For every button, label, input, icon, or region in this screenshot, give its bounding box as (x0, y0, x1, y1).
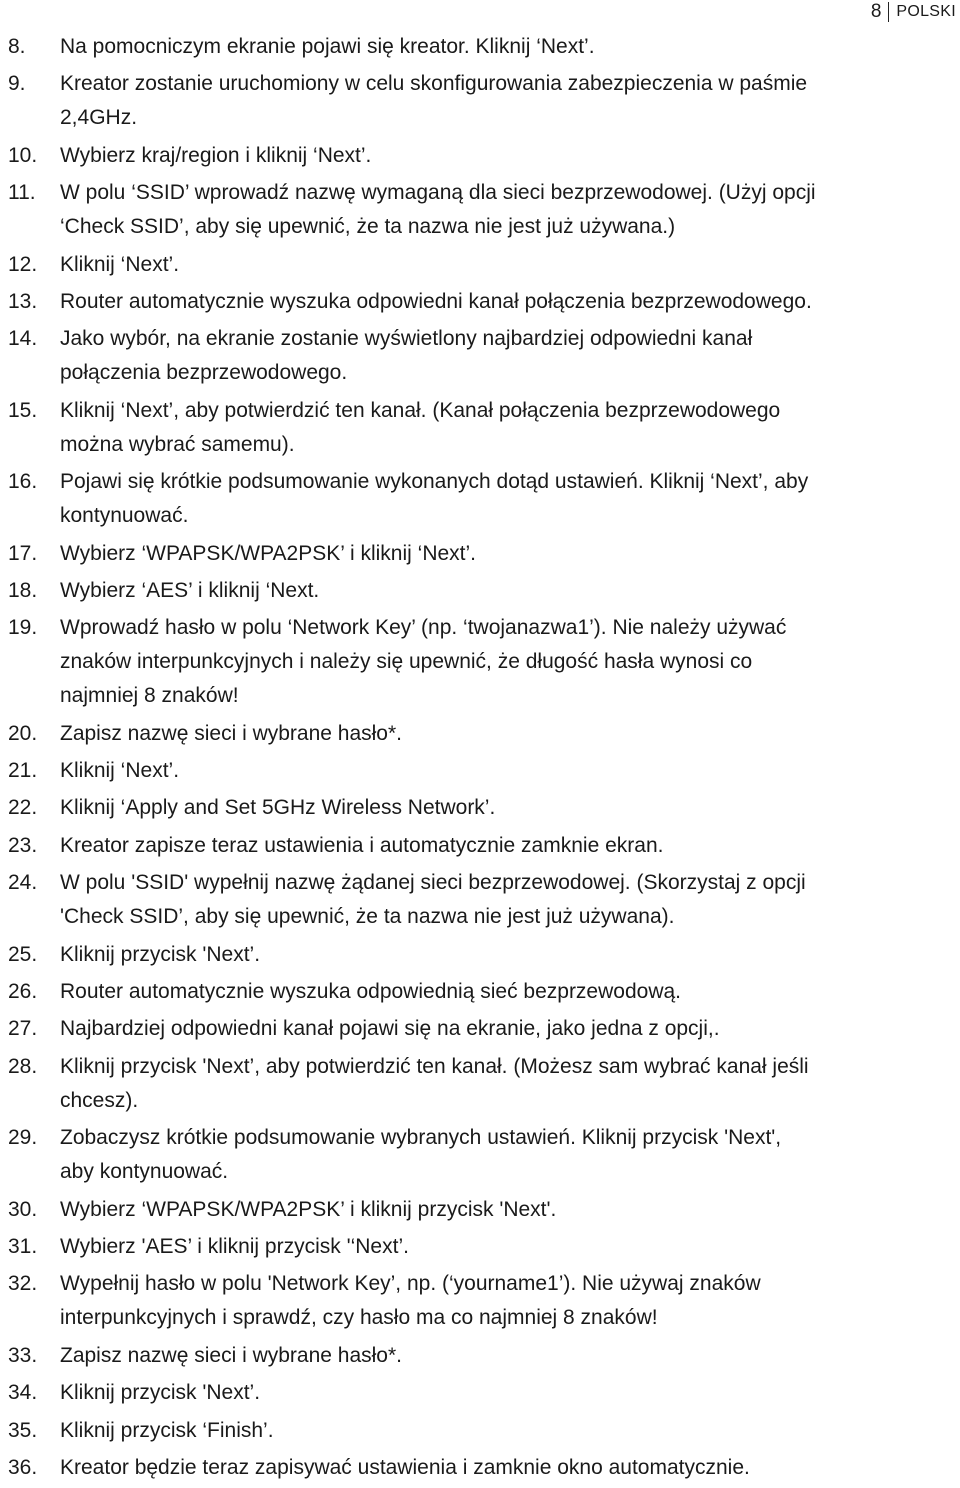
step-number: 32. (8, 1272, 38, 1296)
instruction-step (8, 829, 950, 863)
step-text-line: Jako wybór, na ekranie zostanie wyświetlony najbardziej odpowiedni kanał (60, 327, 753, 351)
step-number: 12. (8, 252, 38, 276)
step-number: 15. (8, 398, 38, 422)
instruction-step (8, 67, 950, 135)
instruction-step (8, 1339, 950, 1373)
instruction-step (8, 754, 950, 788)
step-text-line: Pojawi się krótkie podsumowanie wykonanych dotąd ustawień. Kliknij ‘Next’, aby (60, 470, 809, 494)
step-text-line: Wybierz kraj/region i kliknij ‘Next’. (60, 143, 372, 167)
instruction-step (8, 537, 950, 571)
step-number: 13. (8, 289, 38, 313)
instruction-step (8, 574, 950, 608)
step-text-line: Wybierz ‘AES’ i kliknij ‘Next. (60, 578, 320, 602)
step-text-line: Zapisz nazwę sieci i wybrane hasło*. (60, 1343, 402, 1367)
step-number: 25. (8, 942, 38, 966)
step-text-line: Kliknij przycisk ‘Finish’. (60, 1418, 274, 1442)
instruction-step (8, 1012, 950, 1046)
step-number: 35. (8, 1418, 38, 1442)
step-text (60, 537, 950, 571)
instruction-step (8, 248, 950, 282)
step-number: 27. (8, 1017, 38, 1041)
step-text (60, 1339, 950, 1373)
step-text (60, 30, 950, 64)
step-number: 19. (8, 616, 38, 640)
step-text-line: Kreator zapisze teraz ustawienia i automatycznie zamknie ekran. (60, 833, 664, 857)
instruction-step (8, 285, 950, 319)
instruction-step (8, 611, 950, 713)
page-header (871, 1, 956, 23)
instruction-step (8, 1451, 950, 1485)
step-text-line: Kreator zostanie uruchomiony w celu skonfigurowania zabezpieczenia w paśmie (60, 72, 808, 96)
step-number: 21. (8, 759, 38, 783)
step-text-line: Zobaczysz krótkie podsumowanie wybranych ustawień. Kliknij przycisk 'Next', (60, 1126, 782, 1150)
step-text-line: Kliknij ‘Next’. (60, 252, 180, 276)
step-text-line: chcesz). (60, 1088, 139, 1112)
step-text-line: kontynuować. (60, 504, 189, 528)
step-text-line: Kliknij przycisk 'Next’. (60, 1381, 261, 1405)
step-number: 17. (8, 541, 38, 565)
step-number: 23. (8, 833, 38, 857)
step-text (60, 574, 950, 608)
step-text-line: Wprowadź hasło w polu ‘Network Key’ (np. ‘twojanazwa1’). Nie należy używać (60, 616, 787, 640)
step-number: 8. (8, 35, 26, 58)
step-text-line: Kliknij przycisk 'Next’, aby potwierdzić ten kanał. (Możesz sam wybrać kanał jeśli (60, 1054, 809, 1078)
step-number: 9. (8, 72, 26, 96)
page-number: 8 (871, 2, 890, 22)
step-text (60, 1050, 950, 1118)
step-text-line: Kreator będzie teraz zapisywać ustawienia i zamknie okno automatycznie. (60, 1455, 750, 1479)
step-text (60, 754, 950, 788)
step-number: 20. (8, 721, 38, 745)
step-text-line: aby kontynuować. (60, 1160, 229, 1184)
step-text (60, 1414, 950, 1448)
step-text (60, 829, 950, 863)
step-text (60, 866, 950, 934)
step-text (60, 1012, 950, 1046)
step-text-line: interpunkcyjnych i sprawdź, czy hasło ma co najmniej 8 znaków! (60, 1306, 658, 1330)
step-number: 26. (8, 980, 38, 1004)
step-text-line: Zapisz nazwę sieci i wybrane hasło*. (60, 721, 402, 745)
step-text-line: Wypełnij hasło w polu 'Network Key’, np. (‘yourname1’). Nie używaj znaków (60, 1272, 761, 1296)
step-number: 29. (8, 1126, 38, 1150)
instruction-list (8, 30, 950, 1488)
instruction-step (8, 176, 950, 244)
step-text (60, 1230, 950, 1264)
step-text-line: Wybierz ‘WPAPSK/WPA2PSK’ i kliknij ‘Next’. (60, 541, 477, 565)
step-text-line: ‘Check SSID’, aby się upewnić, że ta nazwa nie jest już używana.) (60, 215, 676, 239)
step-text (60, 248, 950, 282)
section-label: POLSKI (896, 3, 956, 20)
step-text (60, 1267, 950, 1335)
instruction-step (8, 1050, 950, 1118)
step-text (60, 394, 950, 462)
step-text-line: można wybrać samemu). (60, 432, 295, 456)
step-text-line: 2,4GHz. (60, 106, 138, 130)
instruction-step (8, 717, 950, 751)
instruction-step (8, 30, 950, 64)
step-number: 36. (8, 1455, 38, 1479)
step-text-line: 'Check SSID’, aby się upewnić, że ta nazwa nie jest już używana). (60, 905, 675, 929)
instruction-step (8, 938, 950, 972)
step-text-line: Kliknij ‘Apply and Set 5GHz Wireless Network’. (60, 796, 496, 820)
step-text (60, 611, 950, 713)
instruction-step (8, 394, 950, 462)
step-number: 34. (8, 1381, 38, 1405)
step-text-line: Kliknij ‘Next’. (60, 759, 180, 783)
step-text (60, 139, 950, 173)
step-text-line: Wybierz ‘WPAPSK/WPA2PSK’ i kliknij przycisk 'Next'. (60, 1197, 557, 1221)
step-text-line: Kliknij ‘Next’, aby potwierdzić ten kanał. (Kanał połączenia bezprzewodowego (60, 398, 781, 422)
instruction-step (8, 322, 950, 390)
step-text-line: najmniej 8 znaków! (60, 684, 239, 708)
step-text (60, 1376, 950, 1410)
instruction-step (8, 866, 950, 934)
step-text-line: W polu ‘SSID’ wprowadź nazwę wymaganą dla sieci bezprzewodowej. (Użyj opcji (60, 181, 816, 205)
step-number: 18. (8, 578, 38, 602)
instruction-step (8, 975, 950, 1009)
step-number: 24. (8, 871, 38, 895)
step-text-line: Router automatycznie wyszuka odpowiednią sieć bezprzewodową. (60, 980, 681, 1004)
step-text (60, 465, 950, 533)
instruction-step (8, 1121, 950, 1189)
step-text (60, 322, 950, 390)
step-text-line: Kliknij przycisk 'Next’. (60, 942, 261, 966)
instruction-step (8, 465, 950, 533)
step-text (60, 176, 950, 244)
step-text (60, 285, 950, 319)
step-text-line: Najbardziej odpowiedni kanał pojawi się na ekranie, jako jedna z opcji,. (60, 1017, 720, 1041)
step-text (60, 975, 950, 1009)
instruction-step (8, 1414, 950, 1448)
step-number: 11. (8, 181, 36, 205)
step-text-line: Wybierz 'AES’ i kliknij przycisk '‘Next’. (60, 1234, 409, 1258)
step-text (60, 938, 950, 972)
step-number: 33. (8, 1343, 38, 1367)
step-text (60, 717, 950, 751)
step-number: 30. (8, 1197, 38, 1221)
step-text (60, 1451, 950, 1485)
step-text-line: połączenia bezprzewodowego. (60, 361, 348, 385)
instruction-step (8, 1267, 950, 1335)
instruction-step (8, 1193, 950, 1227)
step-number: 31. (8, 1234, 38, 1258)
step-text (60, 67, 950, 135)
instruction-step (8, 791, 950, 825)
step-text-line: W polu 'SSID' wypełnij nazwę żądanej sieci bezprzewodowej. (Skorzystaj z opcji (60, 871, 806, 895)
instruction-step (8, 139, 950, 173)
step-number: 28. (8, 1054, 38, 1078)
step-text-line: Router automatycznie wyszuka odpowiedni kanał połączenia bezprzewodowego. (60, 289, 812, 313)
step-number: 22. (8, 796, 38, 820)
instruction-step (8, 1376, 950, 1410)
step-text (60, 791, 950, 825)
step-number: 10. (8, 143, 38, 167)
step-number: 14. (8, 327, 38, 351)
step-text (60, 1121, 950, 1189)
instruction-step (8, 1230, 950, 1264)
step-number: 16. (8, 470, 38, 494)
step-text-line: znaków interpunkcyjnych i należy się upewnić, że długość hasła wynosi co (60, 650, 753, 674)
step-text (60, 1193, 950, 1227)
step-text-line: Na pomocniczym ekranie pojawi się kreator. Kliknij ‘Next’. (60, 35, 595, 58)
